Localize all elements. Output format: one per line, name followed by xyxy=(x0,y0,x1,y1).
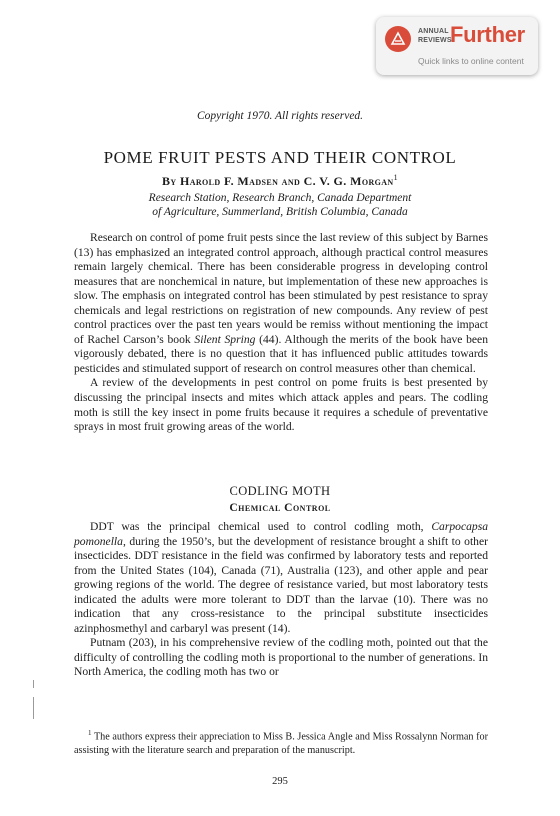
codling-section xyxy=(74,520,488,680)
footnote xyxy=(74,727,488,757)
codling-paragraph-2: Putnam (203), in his comprehensive review of the codling moth, pointed out that the difficulty of controlling the codling moth is proportional to the number of generations. In North America, the codling moth has two or xyxy=(74,636,488,679)
species-name: Carpocapsa pomonella xyxy=(74,520,488,548)
annual-reviews-further-badge[interactable] xyxy=(376,17,538,75)
intro-section xyxy=(74,231,488,435)
codling-p1-start: DDT was the principal chemical used to control codling moth, xyxy=(90,520,432,533)
section-heading-codling-moth: CODLING MOTH xyxy=(229,484,331,498)
article-title: POME FRUIT PESTS AND THEIR CONTROL xyxy=(103,148,457,167)
intro-paragraph-1 xyxy=(74,231,488,376)
author-footnote-marker[interactable]: 1 xyxy=(393,173,399,182)
footnote-marker: 1 xyxy=(88,729,92,737)
badge-subtitle: Quick links to online content xyxy=(418,56,524,66)
codling-paragraph-1 xyxy=(74,520,488,636)
affiliation-line-1: Research Station, Research Branch, Canada Department xyxy=(148,192,412,204)
intro-p1-end: (44). Although the merits of the book have been vigorously debated, there is no question that it has influenced public attitudes towards pesticides and stimulated support of research on control measures other than chemical. xyxy=(74,332,488,375)
author-names: By Harold F. Madsen and C. V. G. Morgan xyxy=(161,174,394,188)
affiliation-line-2: of Agriculture, Summerland, British Columbia, Canada xyxy=(152,206,408,218)
margin-mark xyxy=(33,680,34,688)
badge-further-text: Further xyxy=(450,22,525,47)
copyright-notice: Copyright 1970. All rights reserved. xyxy=(196,110,364,122)
subsection-heading-chemical-control: Chemical Control xyxy=(229,502,331,514)
intro-paragraph-2: A review of the developments in pest control on pome fruits is best presented by discussing the principal insects and mites which attack apples and pears. The codling moth is still the key insect in pome fruits because it requires a schedule of preventative sprays in most fruit growing areas of the world. xyxy=(74,376,488,434)
author-line xyxy=(0,173,560,189)
intro-p1-text: Research on control of pome fruit pests since the last review of this subject by Barnes (13) has emphasized an integrated control approach, although practical control measures remain largely chemical. There has been considerable progress in developing control measures that are nonchemical in nature, but implementation of these new approaches is slow. The emphasis on integrated control has been stimulated by pest resistance to spray chemicals and legal restrictions on registration of new compounds. Any review of pest control practices over the past ten years would be remiss without mentioning the impact of Rachel Carson’s book xyxy=(74,231,488,346)
badge-annual-text: ANNUAL xyxy=(418,28,449,35)
codling-p1-end: , during the 1950’s, but the development of resistance brought a shift to other insecticides. DDT resistance in the field was confirmed by laboratory tests and reported from the United States (104), Canada (71), Australia (123), and other apple and pear growing regions of the world. The degree of resistance varied, but most laboratory tests indicated the adults were more tolerant to DDT than the larvae (10). There was no indication that any cross-resistance to the principal substitute insecticides azinphosmethyl and carbaryl was present (14). xyxy=(74,534,488,635)
footnote-text xyxy=(74,727,488,757)
badge-reviews-text: REVIEWS xyxy=(418,37,452,44)
book-title: Silent Spring xyxy=(194,332,256,346)
footnote-body: The authors express their appreciation to Miss B. Jessica Angle and Miss Rossalynn Norman for assisting with the literature search and preparation of the manuscript. xyxy=(74,731,488,756)
annual-reviews-logo-icon xyxy=(385,26,411,52)
margin-mark xyxy=(33,697,34,719)
page-number: 295 xyxy=(272,776,288,787)
